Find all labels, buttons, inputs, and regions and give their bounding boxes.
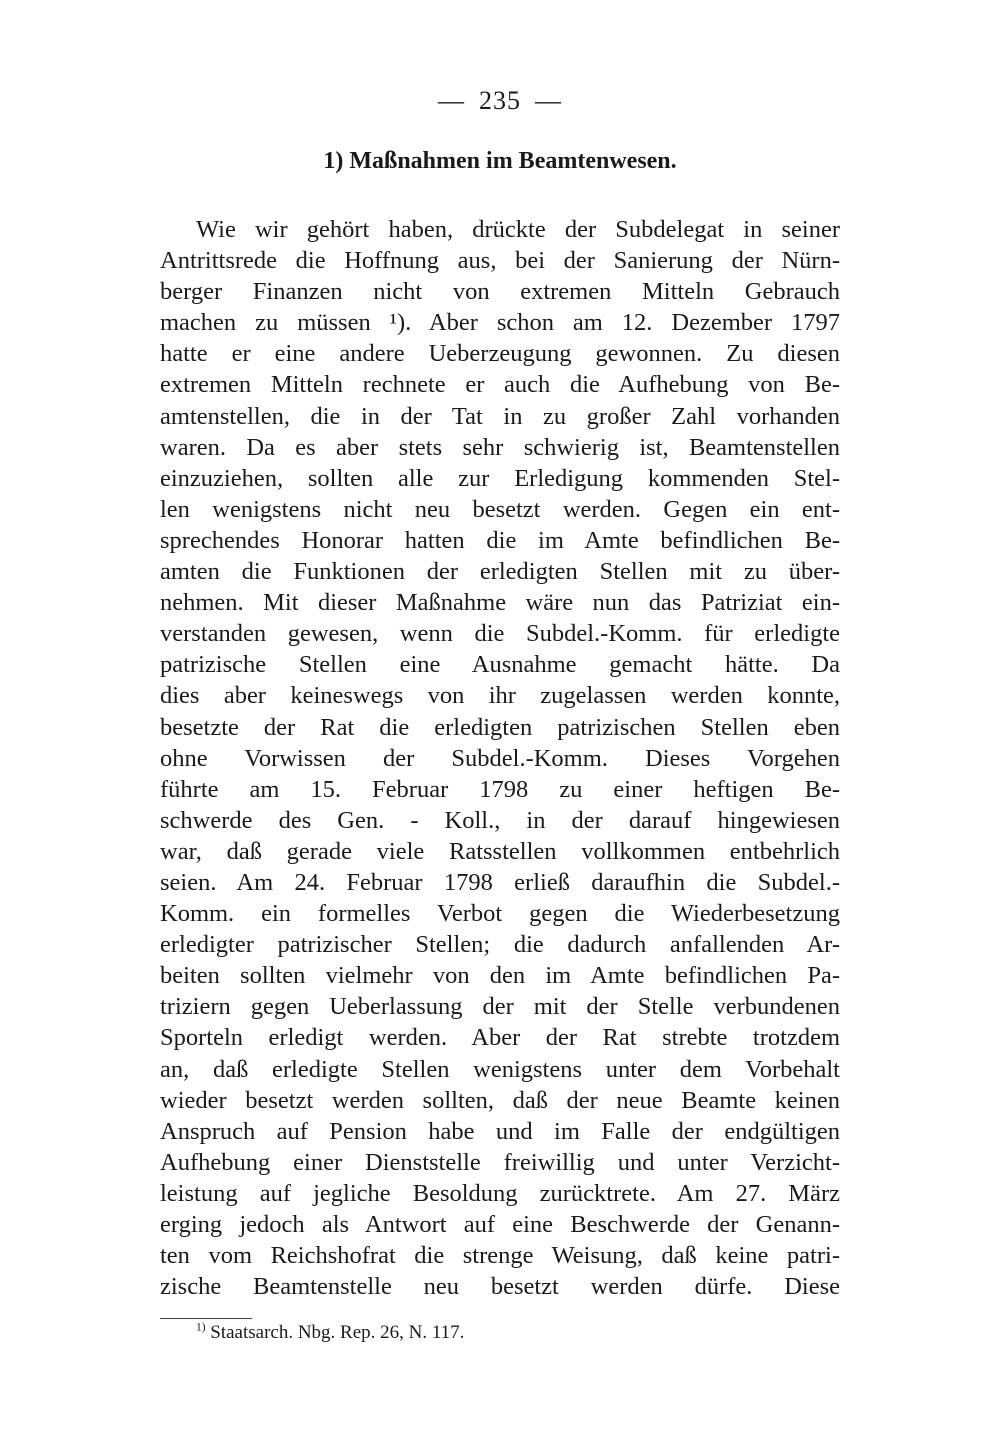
text-line: Antrittsrede die Hoffnung aus, bei der Sanierung der Nürn-	[160, 247, 840, 275]
text-line: Wie wir gehört haben, drückte der Subdelegat in seiner	[196, 216, 840, 243]
text-line: ten vom Reichshofrat die strenge Weisung, daß keine patri-	[160, 1242, 840, 1270]
text-line: amten die Funktionen der erledigten Stellen mit zu über-	[160, 558, 840, 586]
text-line: Sporteln erledigt werden. Aber der Rat strebte trotzdem	[160, 1024, 840, 1052]
text-line: triziern gegen Ueberlassung der mit der Stelle verbundenen	[160, 993, 840, 1021]
text-line: war, daß gerade viele Ratsstellen vollkommen entbehrlich	[160, 837, 840, 865]
page-number-value: 235	[479, 86, 521, 115]
text-line: führte am 15. Februar 1798 zu einer heftigen Be-	[160, 775, 840, 803]
page-number-dash-right: —	[535, 86, 562, 115]
text-line: ohne Vorwissen der Subdel.-Komm. Dieses Vorgehen	[160, 744, 840, 772]
text-line: besetzte der Rat die erledigten patrizischen Stellen eben	[160, 713, 840, 741]
text-line: dies aber keineswegs von ihr zugelassen werden konnte,	[160, 682, 840, 710]
page-number-dash-left: —	[438, 86, 465, 115]
text-line: Anspruch auf Pension habe und im Falle der endgültigen	[160, 1117, 840, 1145]
text-line: extremen Mitteln rechnete er auch die Aufhebung von Be-	[160, 371, 840, 399]
text-line: machen zu müssen ¹). Aber schon am 12. Dezember 1797	[160, 309, 840, 337]
text-line: patrizische Stellen eine Ausnahme gemacht hätte. Da	[160, 651, 840, 679]
page-number	[0, 86, 1000, 116]
text-line: nehmen. Mit dieser Maßnahme wäre nun das Patriziat ein-	[160, 589, 840, 617]
footnote	[196, 1322, 464, 1344]
section-heading: 1) Maßnahmen im Beamtenwesen.	[323, 148, 677, 174]
text-line: erledigter patrizischer Stellen; die dadurch anfallenden Ar-	[160, 931, 840, 959]
text-line: Komm. ein formelles Verbot gegen die Wiederbesetzung	[160, 900, 840, 928]
text-line: Aufhebung einer Dienststelle freiwillig und unter Verzicht-	[160, 1148, 840, 1176]
text-line: wieder besetzt werden sollten, daß der neue Beamte keinen	[160, 1086, 840, 1114]
text-line: beiten sollten vielmehr von den im Amte befindlichen Pa-	[160, 962, 840, 990]
text-line: an, daß erledigte Stellen wenigstens unter dem Vorbehalt	[160, 1055, 840, 1083]
text-line: waren. Da es aber stets sehr schwierig ist, Beamtenstellen	[160, 433, 840, 461]
text-line: seien. Am 24. Februar 1798 erließ daraufhin die Subdel.-	[160, 868, 840, 896]
text-line: leistung auf jegliche Besoldung zurücktrete. Am 27. März	[160, 1179, 840, 1207]
body-paragraph	[160, 214, 840, 1302]
text-line: einzuziehen, sollten alle zur Erledigung kommenden Stel-	[160, 464, 840, 492]
text-line: sprechendes Honorar hatten die im Amte befindlichen Be-	[160, 526, 840, 554]
footnote-marker: 1)	[196, 1321, 206, 1334]
text-line: hatte er eine andere Ueberzeugung gewonnen. Zu diesen	[160, 340, 840, 368]
text-line: verstanden gewesen, wenn die Subdel.-Komm. für erledigte	[160, 620, 840, 648]
footnote-divider	[160, 1318, 252, 1319]
text-line: zische Beamtenstelle neu besetzt werden dürfe. Diese	[160, 1273, 840, 1301]
footnote-text: Staatsarch. Nbg. Rep. 26, N. 117.	[210, 1322, 465, 1343]
text-line: berger Finanzen nicht von extremen Mitteln Gebrauch	[160, 278, 840, 306]
text-line: erging jedoch als Antwort auf eine Beschwerde der Genann-	[160, 1211, 840, 1238]
text-line: amtenstellen, die in der Tat in zu großer Zahl vorhanden	[160, 402, 840, 430]
text-line: len wenigstens nicht neu besetzt werden. Gegen ein ent-	[160, 495, 840, 523]
text-line: schwerde des Gen. - Koll., in der darauf hingewiesen	[160, 806, 840, 834]
